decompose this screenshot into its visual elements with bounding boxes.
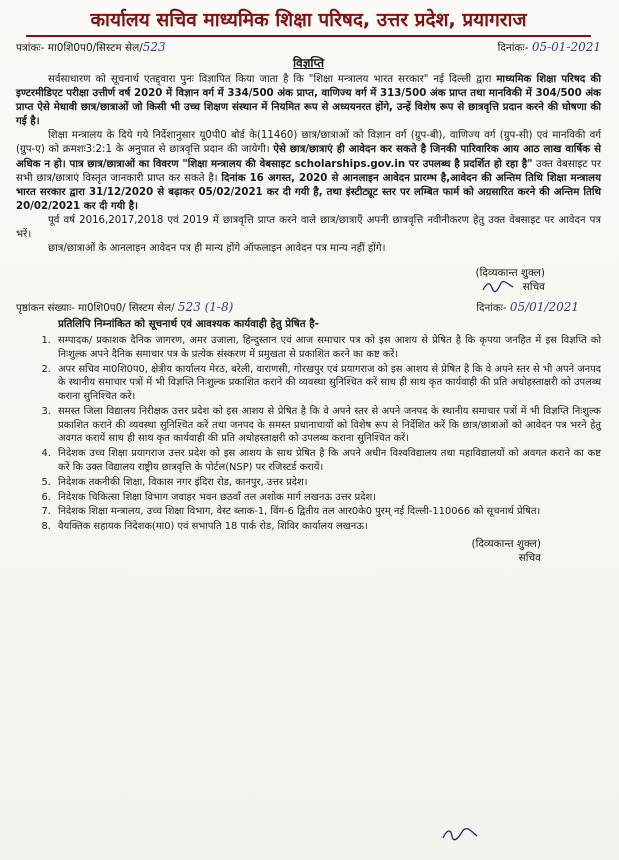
distribution-item: 1. सम्पादक/ प्रकाशक दैनिक जागरण, अमर उजाला, हिन्दुस्तान एवं आज समाचार पत्र को इस आशय से प्रेषित है कि कृपया जनहित में इस विज्ञप्ति को निःशुल्क अपने दैनिक समाचार पत्र के प्रत्येक संस्करण में प्रमुखता से प्रकाशित करने का कष्ट करें। <box>54 334 601 361</box>
distribution-list <box>16 334 601 533</box>
signatory-name: (दिव्यकान्त शुक्ल) <box>475 267 545 280</box>
distribution-item: 5. निदेशक तकनीकी शिक्षा, विकास नगर इंदिरा रोड, कानपुर, उत्तर प्रदेश। <box>54 476 601 489</box>
handwritten-endorsement-number: 523 (1-8) <box>177 300 234 315</box>
reference-number <box>16 40 166 56</box>
notice-title: विज्ञप्ति <box>292 56 325 70</box>
reference-line <box>16 40 601 56</box>
paragraph-2-eligibility: ऐसे छात्र/छात्राएं ही आवेदन कर सकते है जिनकी पारिवारिक आय आठ लाख वार्षिक से अधिक न हो। पात्र छात्र/छात्राओं का विवरण "शिक्षा मन्त्रालय की वेबसाइट scholarships.gov.in पर उपलब्ध है प्रदर्शित हो रहा है" <box>16 144 602 170</box>
paragraph-1 <box>16 73 601 129</box>
paragraph-2-deadline: दिनांक 16 अगस्त, 2020 से आनलाइन आवेदन प्रारम्भ है,आवेदन की अन्तिम तिथि शिक्षा मन्त्रालय भारत सरकार द्वारा 31/12/2020 से बढ़ाकर 05/02/2021 कर दी गयी है, तथा इंस्टीट्यूट स्तर पर लम्बित फार्म को अग्रसारित करने की अन्तिम तिथि 20/02/2021 कर दी गयी है। <box>16 172 601 212</box>
signature-block-1 <box>16 266 601 294</box>
signatory-designation-line <box>16 280 545 294</box>
distribution-item: 4. निदेशक उच्च शिक्षा प्रयागराज उत्तर प्रदेश को इस आशय के साथ प्रेषित है कि अपने अधीन विश्वविद्यालय तथा महाविद्यालयों को अवगत कराने का कष्ट करें कि उक्त विद्यालय राष्ट्रीय छात्रवृत्ति के पोर्टल(NSP) पर रजिस्टर्ड करायें। <box>54 447 601 474</box>
paragraph-2-intro: शिक्षा मन्त्रालय के दिये गये निर्देशानुसार यू0पी0 बोर्ड के(11460) छात्र/छात्राओं को विज्ञान वर्ग (ग्रुप-बी), वाणिज्य वर्ग (ग्रुप-सी) एवं मानविकी वर्ग (ग्रुप-ए) को क्रमशः3:2:1 के अनुपात से छात्रवृत्ति प्रदान की जायेगी। <box>16 130 601 156</box>
endorsement-date-label: दिनांकः- <box>476 302 507 315</box>
endorsement-number <box>16 300 233 316</box>
paragraph-2 <box>16 129 601 214</box>
handwritten-endorsement-date: 05/01/2021 <box>509 300 579 315</box>
paragraph-1-intro: सर्वसाधारण को सूचनार्थ एतद्द्वारा पुनः विज्ञापित किया जाता है कि "शिक्षा मन्त्रालय भारत सरकार" नई दिल्ली द्वारा <box>48 74 497 85</box>
initials-scribble-icon <box>440 826 480 842</box>
distribution-item: 8. वैयक्तिक सहायक निदेशक(मा0) एवं सभापति 18 पार्क रोड, शिविर कार्यालय लखनऊ। <box>54 520 601 533</box>
signature-scribble-icon <box>481 280 515 294</box>
reference-date <box>498 40 601 56</box>
endorsement-subject: प्रतिलिपि निम्नांकित को सूचनार्थ एवं आवश्यक कार्यवाही हेतु प्रेषित है- <box>58 318 319 331</box>
distribution-item: 2. अपर सचिव मा0शि0प0, क्षेत्रीय कार्यालय मेरठ, बरेली, वाराणसी, गोरखपुर एवं प्रयागराज को इस आशय से प्रेषित है कि वे अपने स्तर से भी अपने जनपद के स्थानीय समाचार पत्रों में भी विज्ञप्ति निःशुल्क प्रकाशित कराने की व्यवस्था सुनिश्चित करें साथ ही साथ कृत कार्यवाही की प्रति अधोहस्ताक्षरी को उपलब्ध कराना सुनिश्चित करें। <box>54 363 601 403</box>
handwritten-ref-number: 523 <box>142 40 166 54</box>
signatory-designation: सचिव <box>522 281 545 294</box>
paragraph-4: छात्र/छात्राओं के आनलाइन आवेदन पत्र ही मान्य होंगे ऑफलाइन आवेदन पत्र मान्य नहीं होंगे। <box>48 243 386 255</box>
paragraph-2-website-info: उक्त वेबसाइट पर सभी छात्र/छात्राएं विस्तृत जानकारी प्राप्त कर सकते है। <box>16 158 601 184</box>
endorsement-prefix: पृष्ठांकन संख्याः- मा0शि0प0/ सिस्टम सेल/ <box>16 302 175 315</box>
paragraph-1-emphasis: माध्यमिक शिक्षा परिषद की इण्टरमीडिएट परीक्षा उत्तीर्ण वर्ष 2020 में विज्ञान वर्ग में 334/500 अंक प्राप्त, वाणिज्य वर्ग में 313/500 अंक प्राप्त तथा मानविकी में 304/500 अंक प्राप्त ऐसे मेधावी छात्र/छात्राओं जो किसी भी उच्च शिक्षण संस्थान में नियमित रूप से अध्ययनरत होंगे, उन्हें विशेष रूप से छात्रवृत्ति प्रदान करने की घोषणा की गई है। <box>16 74 601 128</box>
signatory-name-2: (दिव्यकान्त शुक्ल) <box>471 537 541 550</box>
signature-block-2 <box>16 537 601 565</box>
handwritten-date: 05-01-2021 <box>531 40 601 54</box>
signatory-designation-2: सचिव <box>518 551 541 564</box>
distribution-item: 3. समस्त जिला विद्यालय निरीक्षक उत्तर प्रदेश को इस आशय से प्रेषित है कि वे अपने स्तर से अपने जनपद के स्थानीय समाचार पत्रों में भी विज्ञप्ति निःशुल्क प्रकाशित कराने की व्यवस्था सुनिश्चित करें तथा जनपद के समस्त प्रधानाचार्यो को विशेष रूप से निर्देशित करें कि छात्र/छात्राओं को आवेदन पत्र भरने हेतु अवगत करायें साथ ही साथ कृत कार्यवाही की प्रति अधोहस्ताक्षरी को उपलब्ध कराना सुनिश्चित करें। <box>54 405 601 445</box>
endorsement-date <box>476 300 601 316</box>
endorsement-line <box>16 300 601 316</box>
date-label: दिनांकः- <box>497 42 529 54</box>
paragraph-3: पूर्व वर्ष 2016,2017,2018 एवं 2019 में छात्रवृत्ति प्राप्त करने वाले छात्र/छात्राएँ अपनी छात्रवृत्ति नवीनीकरण हेतु उक्त वेबसाइट पर आवेदन पत्र भरें। <box>16 214 601 241</box>
office-header: कार्यालय सचिव माध्यमिक शिक्षा परिषद, उत्तर प्रदेश, प्रयागराज <box>26 8 591 37</box>
distribution-item: 6. निदेशक चिकित्सा शिक्षा विभाग जवाहर भवन छठवाँ तल अशोक मार्ग लखनऊ उत्तर प्रदेश। <box>54 491 601 504</box>
reference-prefix: पत्रांकः- मा0शि0प0/सिस्टम सेल/ <box>16 42 143 54</box>
distribution-item: 7. निदेशक शिक्षा मन्त्रालय, उच्च शिक्षा विभाग, वेस्ट ब्लाक-1, विंग-6 द्वितीय तल आर0के0 पुरम् नई दिल्ली-110066 को सूचनार्थ प्रेषित। <box>54 505 601 518</box>
